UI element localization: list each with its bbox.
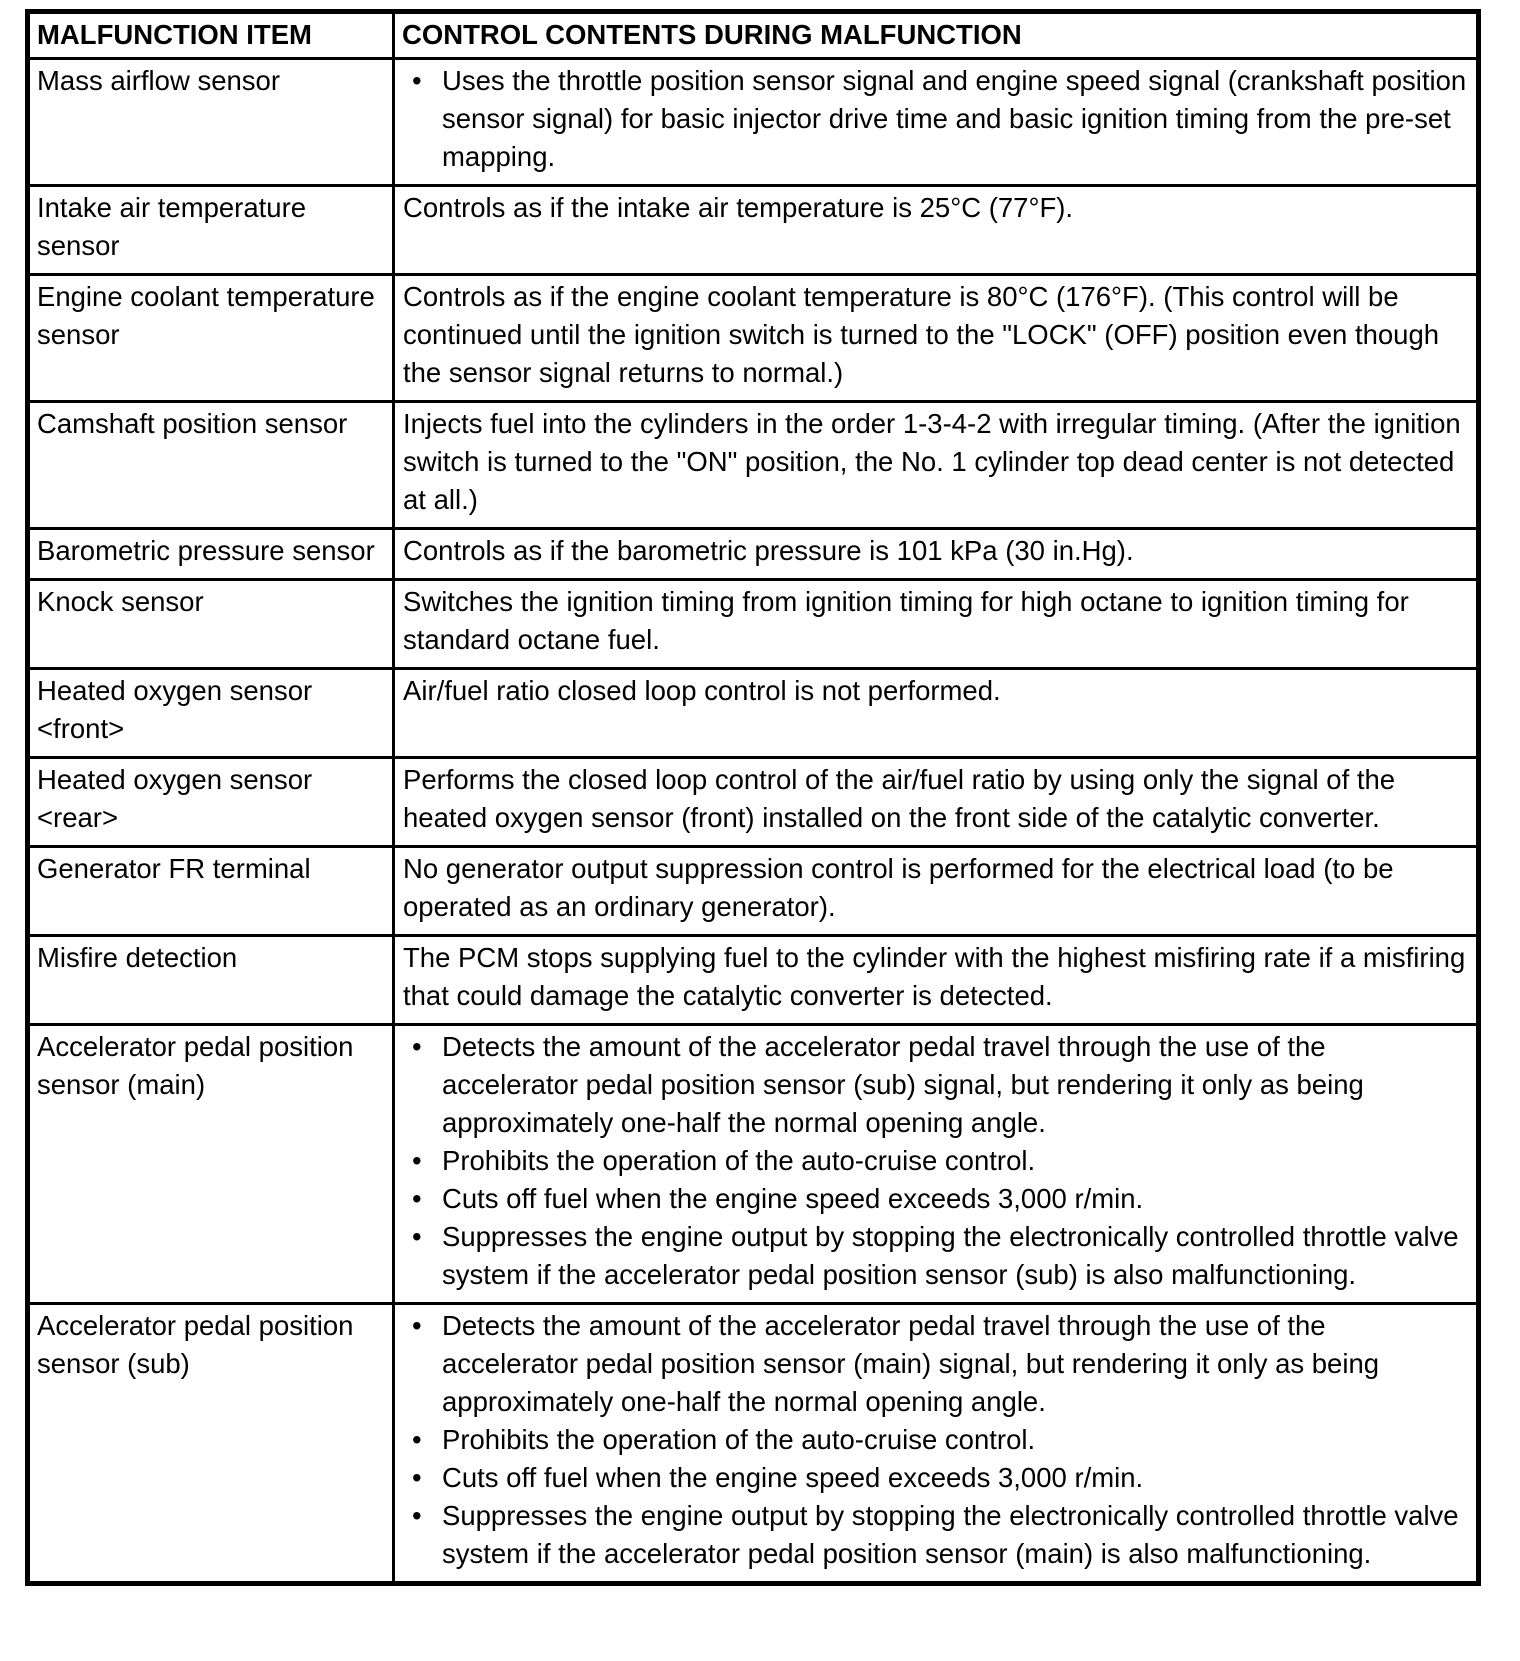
table-row	[28, 669, 1479, 758]
table-row	[28, 936, 1479, 1025]
malfunction-item-cell: Accelerator pedal position sensor (main)	[28, 1025, 394, 1304]
table-row	[28, 1304, 1479, 1584]
malfunction-item-cell: Engine coolant temperature sensor	[28, 275, 394, 402]
bullet-item: • Prohibits the operation of the auto-cruise control.	[403, 1421, 1468, 1459]
table-row	[28, 275, 1479, 402]
control-contents-cell	[394, 186, 1479, 275]
table-row	[28, 186, 1479, 275]
bullet-list	[403, 1307, 1468, 1573]
control-contents-text: Air/fuel ratio closed loop control is not performed.	[403, 675, 1001, 706]
table-row	[28, 758, 1479, 847]
malfunction-item-cell: Camshaft position sensor	[28, 402, 394, 529]
control-contents-cell	[394, 847, 1479, 936]
control-contents-text: Controls as if the intake air temperature is 25°C (77°F).	[403, 192, 1074, 223]
table-row	[28, 1025, 1479, 1304]
control-contents-cell	[394, 936, 1479, 1025]
malfunction-item-cell: Accelerator pedal position sensor (sub)	[28, 1304, 394, 1584]
control-contents-text: Controls as if the engine coolant temperature is 80°C (176°F). (This control will be continued until the ignition switch is turned to the "LOCK" (OFF) position even though the sensor signal returns to normal.)	[403, 281, 1440, 388]
bullet-item: • Cuts off fuel when the engine speed exceeds 3,000 r/min.	[403, 1459, 1468, 1497]
control-contents-text: Injects fuel into the cylinders in the order 1-3-4-2 with irregular timing. (After the ignition switch is turned to the "ON" position, the No. 1 cylinder top dead center is not detected at all.)	[403, 408, 1461, 515]
malfunction-item-cell: Intake air temperature sensor	[28, 186, 394, 275]
column-header-malfunction-item: MALFUNCTION ITEM	[28, 12, 394, 59]
control-contents-text: Controls as if the barometric pressure is 101 kPa (30 in.Hg).	[403, 535, 1134, 566]
control-contents-text: No generator output suppression control is performed for the electrical load (to be operated as an ordinary generator).	[403, 853, 1394, 922]
control-contents-text: Performs the closed loop control of the air/fuel ratio by using only the signal of the heated oxygen sensor (front) installed on the front side of the catalytic converter.	[403, 764, 1396, 833]
malfunction-item-cell: Knock sensor	[28, 580, 394, 669]
malfunction-item-cell: Mass airflow sensor	[28, 59, 394, 186]
bullet-item: • Prohibits the operation of the auto-cruise control.	[403, 1142, 1468, 1180]
control-contents-cell	[394, 402, 1479, 529]
control-contents-cell	[394, 580, 1479, 669]
bullet-item: • Detects the amount of the accelerator pedal travel through the use of the accelerator pedal position sensor (sub) signal, but rendering it only as being approximately one-half the normal opening angle.	[403, 1028, 1468, 1142]
table-header-row	[28, 12, 1479, 59]
table-row	[28, 529, 1479, 580]
control-contents-cell	[394, 758, 1479, 847]
control-contents-text: The PCM stops supplying fuel to the cylinder with the highest misfiring rate if a misfiring that could damage the catalytic converter is detected.	[403, 942, 1466, 1011]
malfunction-control-table	[25, 9, 1481, 1586]
table-body	[28, 59, 1479, 1584]
malfunction-item-cell: Generator FR terminal	[28, 847, 394, 936]
control-contents-cell	[394, 59, 1479, 186]
bullet-item: • Suppresses the engine output by stopping the electronically controlled throttle valve system if the accelerator pedal position sensor (sub) is also malfunctioning.	[403, 1218, 1468, 1294]
table-row	[28, 847, 1479, 936]
malfunction-item-cell: Barometric pressure sensor	[28, 529, 394, 580]
bullet-item: • Cuts off fuel when the engine speed exceeds 3,000 r/min.	[403, 1180, 1468, 1218]
control-contents-cell	[394, 529, 1479, 580]
bullet-item: • Suppresses the engine output by stopping the electronically controlled throttle valve system if the accelerator pedal position sensor (main) is also malfunctioning.	[403, 1497, 1468, 1573]
bullet-list	[403, 1028, 1468, 1294]
table-row	[28, 580, 1479, 669]
control-contents-cell	[394, 1304, 1479, 1584]
column-header-control-contents: CONTROL CONTENTS DURING MALFUNCTION	[394, 12, 1479, 59]
bullet-item: • Detects the amount of the accelerator pedal travel through the use of the accelerator pedal position sensor (main) signal, but rendering it only as being approximately one-half the normal opening angle.	[403, 1307, 1468, 1421]
control-contents-cell	[394, 669, 1479, 758]
table-row	[28, 59, 1479, 186]
bullet-item: • Uses the throttle position sensor signal and engine speed signal (crankshaft position sensor signal) for basic injector drive time and basic ignition timing from the pre-set mapping.	[403, 62, 1468, 176]
malfunction-item-cell: Heated oxygen sensor <rear>	[28, 758, 394, 847]
control-contents-cell	[394, 275, 1479, 402]
bullet-list	[403, 62, 1468, 176]
malfunction-item-cell: Heated oxygen sensor <front>	[28, 669, 394, 758]
control-contents-text: Switches the ignition timing from ignition timing for high octane to ignition timing for standard octane fuel.	[403, 586, 1409, 655]
control-contents-cell	[394, 1025, 1479, 1304]
malfunction-item-cell: Misfire detection	[28, 936, 394, 1025]
table-row	[28, 402, 1479, 529]
